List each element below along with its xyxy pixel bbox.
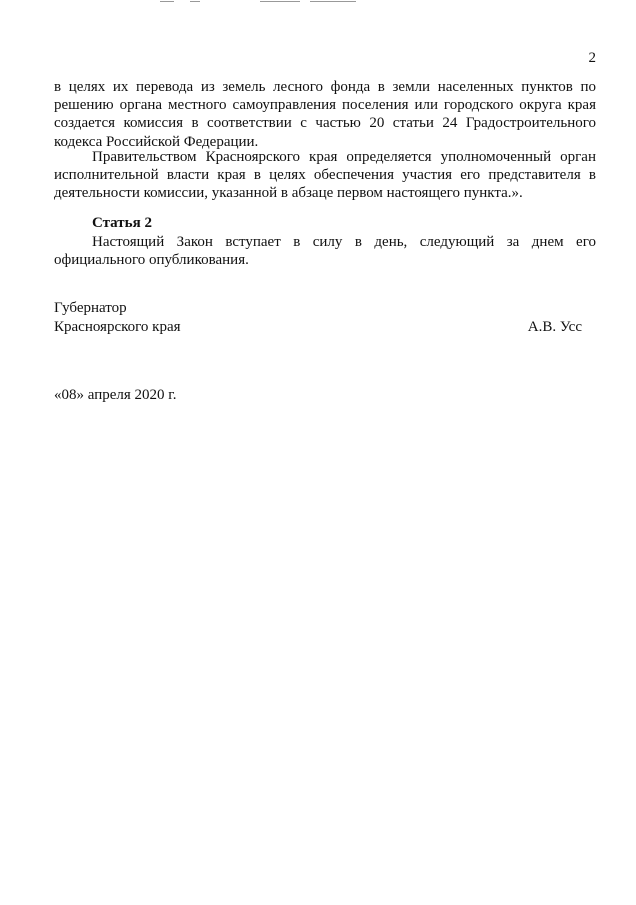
paragraph-commission: в целях их перевода из земель лесного фонда в земли населенных пунктов по решению органа местного самоуправления поселения или городского округа края создается комиссия в соответствии с частью 20 статьи 24 Градостроительного кодекса Российской Федерации.	[54, 79, 596, 150]
signing-date: «08» апреля 2020 г.	[54, 387, 177, 403]
page-number: 2	[588, 50, 596, 66]
signatory-position-line2: Красноярского края	[54, 318, 181, 335]
paragraph-entry-into-force: Настоящий Закон вступает в силу в день, следующий за днем его официального опубликования.	[54, 234, 596, 269]
signature-block	[54, 299, 582, 336]
scan-artifact-lines	[150, 0, 370, 6]
signatory-position-line1: Губернатор	[54, 300, 127, 316]
paragraph-authorized-body: Правительством Красноярского края определяется уполномоченный орган исполнительной власти края в целях обеспечения участия его представителя в деятельности комиссии, указанной в абзаце первом настоящего пункта.».	[54, 149, 596, 202]
signatory-name: А.В. Усс	[527, 318, 582, 335]
article-heading: Статья 2	[92, 215, 152, 231]
signature-row	[54, 318, 582, 337]
